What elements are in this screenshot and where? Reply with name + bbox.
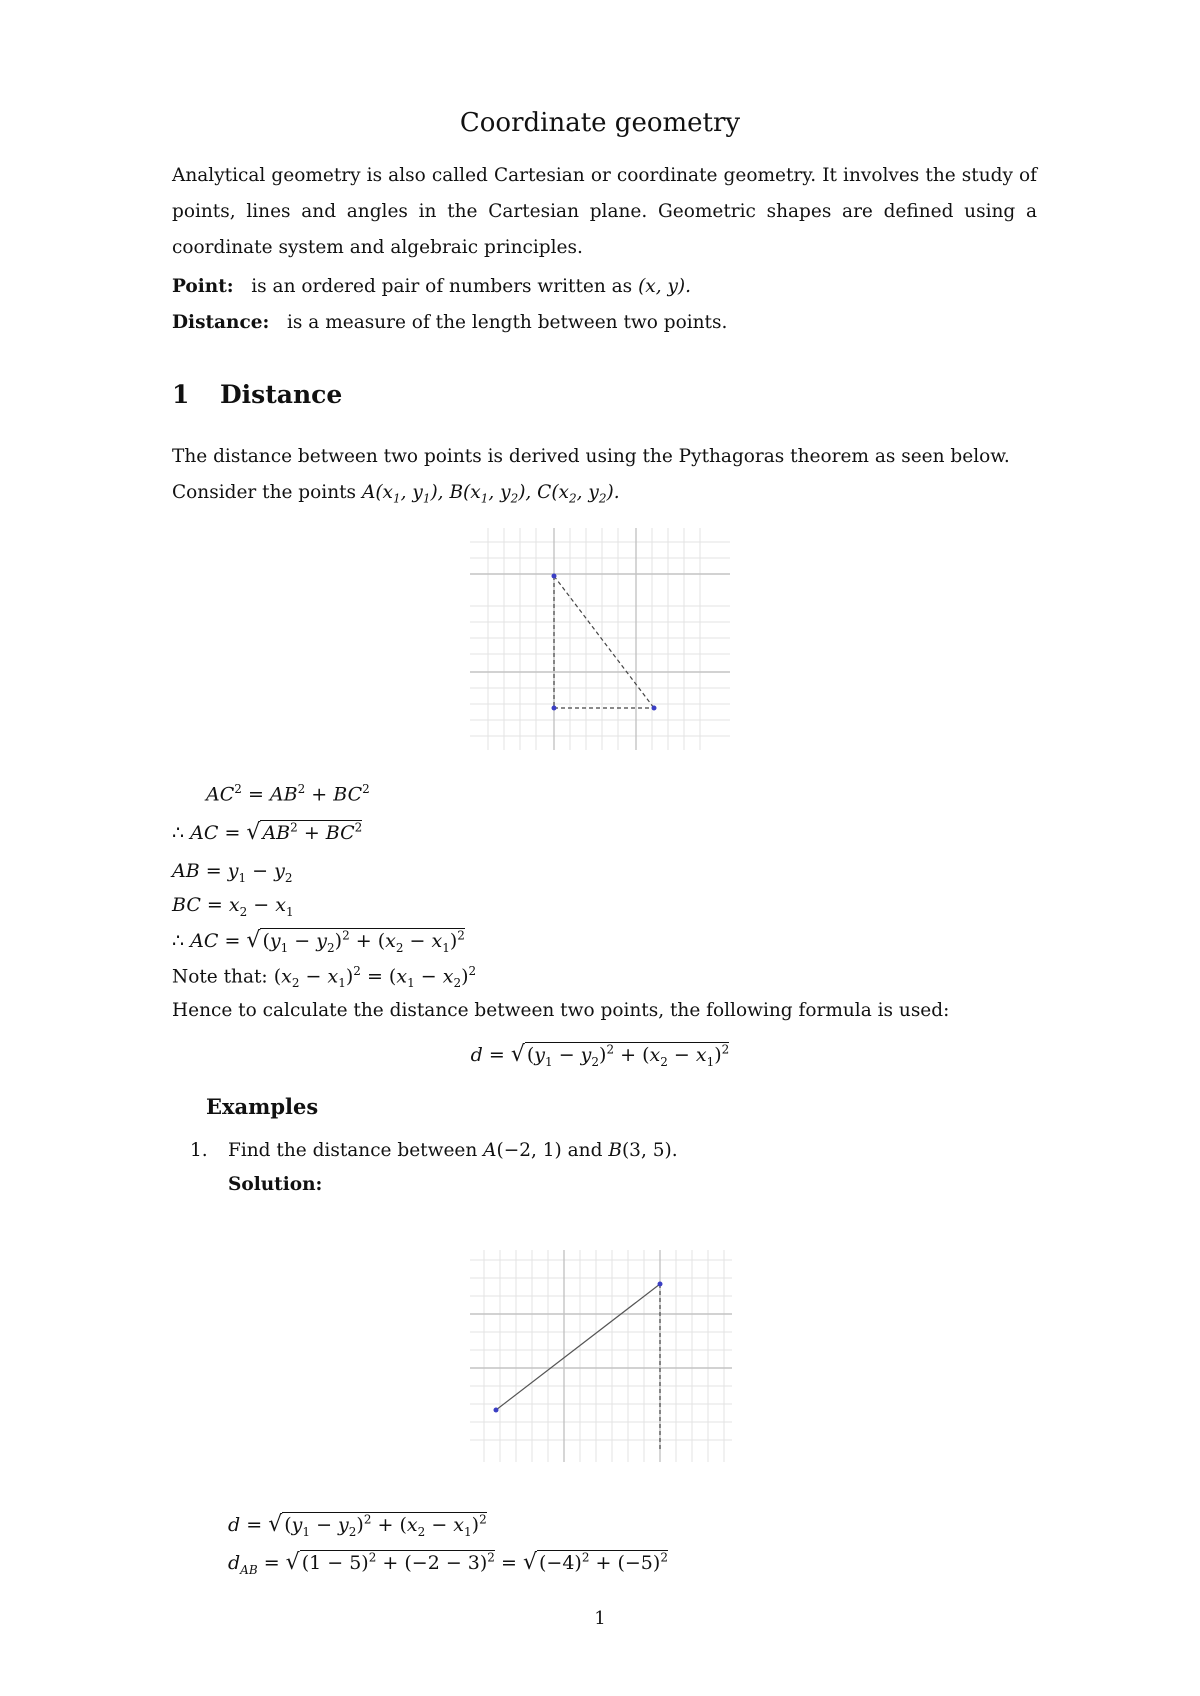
example-prefix: Find the distance between	[228, 1140, 478, 1161]
point-definition	[172, 276, 691, 297]
section-title: Distance	[220, 380, 343, 409]
section-number: 1	[172, 380, 190, 409]
point-term: Point:	[172, 276, 234, 297]
equation-ab: AB = $y_1 - y_2$	[172, 860, 293, 885]
section-intro-line: The distance between two points is derived using the Pythagoras theorem as seen below.	[172, 446, 1010, 467]
page-title: Coordinate geometry	[459, 108, 741, 138]
example-and: and	[567, 1140, 603, 1161]
consider-points-prefix: Consider the points	[172, 482, 357, 503]
note-prefix: Note that:	[172, 966, 268, 988]
equation-ac-coordinates: ∴ AC = √ $(y_1 - y_2)^2 + (x_2 - x_1)^2$	[172, 928, 465, 955]
point-expression: (x, y).	[638, 276, 692, 297]
distance-definition	[172, 312, 727, 333]
solution-substitution: $d_{AB}$ = √ $(1 - 5)^2 + (-2 - 3)^2$ = √ $(-4)^2 + (-5)^2$	[228, 1550, 668, 1577]
point-definition-text: is an ordered pair of numbers written as	[251, 276, 633, 297]
solution-formula: d = √ $(y_1 - y_2)^2 + (x_2 - x_1)^2$	[228, 1512, 487, 1539]
equation-pythagoras: $AC^2 = AB^2 + BC^2$	[206, 782, 370, 806]
triangle-figure	[470, 528, 730, 750]
solution-label: Solution:	[228, 1174, 323, 1195]
equation-ac-root: ∴ AC = √ $AB^2 + BC^2$	[172, 820, 363, 845]
equation-bc: BC = $x_2 - x_1$	[172, 894, 294, 919]
points-expression: $A(x_1$, $y_1$), $B(x_1$, $y_2$), $C(x_2$, $y_2$).	[361, 482, 620, 506]
hence-line: Hence to calculate the distance between two points, the following formula is used:	[172, 1000, 950, 1021]
example-item-1: 1. Find the distance between A(−2, 1) and B(3, 5).	[190, 1140, 678, 1161]
line-segment-figure	[470, 1250, 732, 1462]
consider-points-line	[172, 482, 620, 506]
page-number: 1	[594, 1608, 606, 1629]
distance-definition-text: is a measure of the length between two points.	[287, 312, 728, 333]
example-point-a: A	[483, 1140, 497, 1161]
equation-note: Note that: $(x_2 - x_1)^2 = (x_1 - x_2)^2$	[172, 964, 477, 991]
distance-term: Distance:	[172, 312, 270, 333]
section-heading-distance	[172, 380, 342, 409]
distance-formula: d = √ $(y_1 - y_2)^2 + (x_2 - x_1)^2$	[470, 1042, 730, 1069]
example-point-b: B	[608, 1140, 622, 1161]
intro-paragraph: Analytical geometry is also called Cartesian or coordinate geometry. It involves the study of points, lines and angles in the Cartesian plane. Geometric shapes are defined using a coordinate system and algebraic principles.	[172, 165, 1037, 258]
example-number: 1.	[190, 1140, 208, 1161]
examples-heading: Examples	[206, 1094, 319, 1119]
